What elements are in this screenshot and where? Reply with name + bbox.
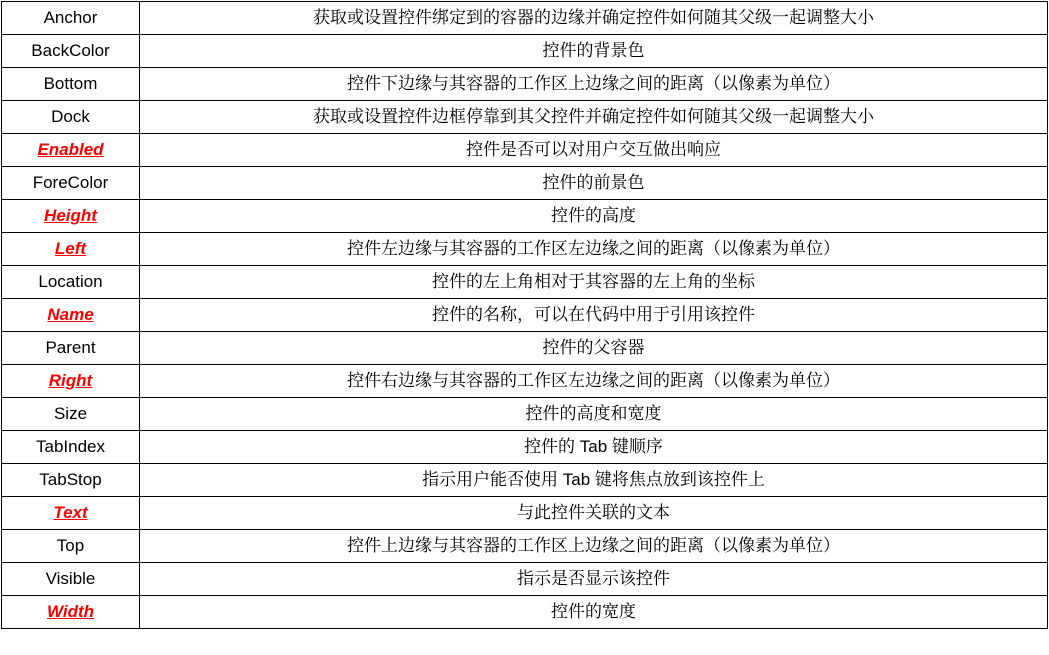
property-name-cell xyxy=(2,299,140,332)
property-name-cell xyxy=(2,332,140,365)
property-name-cell xyxy=(2,398,140,431)
property-name: Parent xyxy=(45,338,96,357)
property-name-cell xyxy=(2,233,140,266)
table-row xyxy=(2,68,1048,101)
table-row xyxy=(2,134,1048,167)
table-row xyxy=(2,497,1048,530)
property-name-cell xyxy=(2,530,140,563)
properties-table-body xyxy=(2,2,1048,629)
property-name: Anchor xyxy=(43,8,98,27)
property-name: Width xyxy=(46,602,95,621)
property-description: 控件的前景色 xyxy=(140,167,1048,200)
table-row xyxy=(2,200,1048,233)
properties-table xyxy=(1,1,1048,629)
property-name: BackColor xyxy=(31,41,110,60)
property-name-cell xyxy=(2,167,140,200)
table-row xyxy=(2,332,1048,365)
table-row xyxy=(2,431,1048,464)
table-row xyxy=(2,299,1048,332)
property-name: TabIndex xyxy=(36,437,105,456)
property-description: 控件是否可以对用户交互做出响应 xyxy=(140,134,1048,167)
table-row xyxy=(2,563,1048,596)
property-name: Right xyxy=(48,371,93,390)
table-row xyxy=(2,233,1048,266)
property-name-cell xyxy=(2,563,140,596)
property-name-cell xyxy=(2,200,140,233)
property-name: Visible xyxy=(45,569,96,588)
property-name-cell xyxy=(2,431,140,464)
property-name-cell xyxy=(2,365,140,398)
property-description: 控件下边缘与其容器的工作区上边缘之间的距离（以像素为单位） xyxy=(140,68,1048,101)
property-name-cell xyxy=(2,68,140,101)
table-row xyxy=(2,2,1048,35)
property-description: 控件的左上角相对于其容器的左上角的坐标 xyxy=(140,266,1048,299)
property-name: Dock xyxy=(51,107,90,126)
table-row xyxy=(2,365,1048,398)
property-name-cell xyxy=(2,497,140,530)
property-name: Bottom xyxy=(43,74,98,93)
table-row xyxy=(2,398,1048,431)
property-name-cell xyxy=(2,2,140,35)
property-name: Left xyxy=(54,239,87,258)
table-row xyxy=(2,596,1048,629)
property-name-cell xyxy=(2,101,140,134)
property-description: 控件的高度和宽度 xyxy=(140,398,1048,431)
property-description: 控件的宽度 xyxy=(140,596,1048,629)
table-row xyxy=(2,167,1048,200)
property-description: 获取或设置控件绑定到的容器的边缘并确定控件如何随其父级一起调整大小 xyxy=(140,2,1048,35)
property-name-cell xyxy=(2,464,140,497)
property-name: TabStop xyxy=(39,470,102,489)
property-name-cell xyxy=(2,266,140,299)
property-description: 控件的 Tab 键顺序 xyxy=(140,431,1048,464)
property-description: 与此控件关联的文本 xyxy=(140,497,1048,530)
property-description: 控件的名称，可以在代码中用于引用该控件 xyxy=(140,299,1048,332)
property-name: Top xyxy=(56,536,85,555)
property-description: 控件上边缘与其容器的工作区上边缘之间的距离（以像素为单位） xyxy=(140,530,1048,563)
property-description: 控件的背景色 xyxy=(140,35,1048,68)
property-description: 控件的高度 xyxy=(140,200,1048,233)
property-description: 控件左边缘与其容器的工作区左边缘之间的距离（以像素为单位） xyxy=(140,233,1048,266)
table-row xyxy=(2,35,1048,68)
property-name-cell xyxy=(2,596,140,629)
property-name: Size xyxy=(53,404,88,423)
property-name: Text xyxy=(53,503,88,522)
property-description: 获取或设置控件边框停靠到其父控件并确定控件如何随其父级一起调整大小 xyxy=(140,101,1048,134)
property-name: Height xyxy=(44,206,97,225)
property-description: 控件的父容器 xyxy=(140,332,1048,365)
property-description: 指示是否显示该控件 xyxy=(140,563,1048,596)
property-description: 控件右边缘与其容器的工作区左边缘之间的距离（以像素为单位） xyxy=(140,365,1048,398)
property-description: 指示用户能否使用 Tab 键将焦点放到该控件上 xyxy=(140,464,1048,497)
table-row xyxy=(2,101,1048,134)
property-name-cell xyxy=(2,134,140,167)
property-name: Name xyxy=(47,305,94,324)
property-name: ForeColor xyxy=(32,173,109,192)
table-row xyxy=(2,266,1048,299)
table-row xyxy=(2,530,1048,563)
table-row xyxy=(2,464,1048,497)
property-name: Enabled xyxy=(37,140,104,159)
property-name-cell xyxy=(2,35,140,68)
property-name: Location xyxy=(38,272,103,291)
